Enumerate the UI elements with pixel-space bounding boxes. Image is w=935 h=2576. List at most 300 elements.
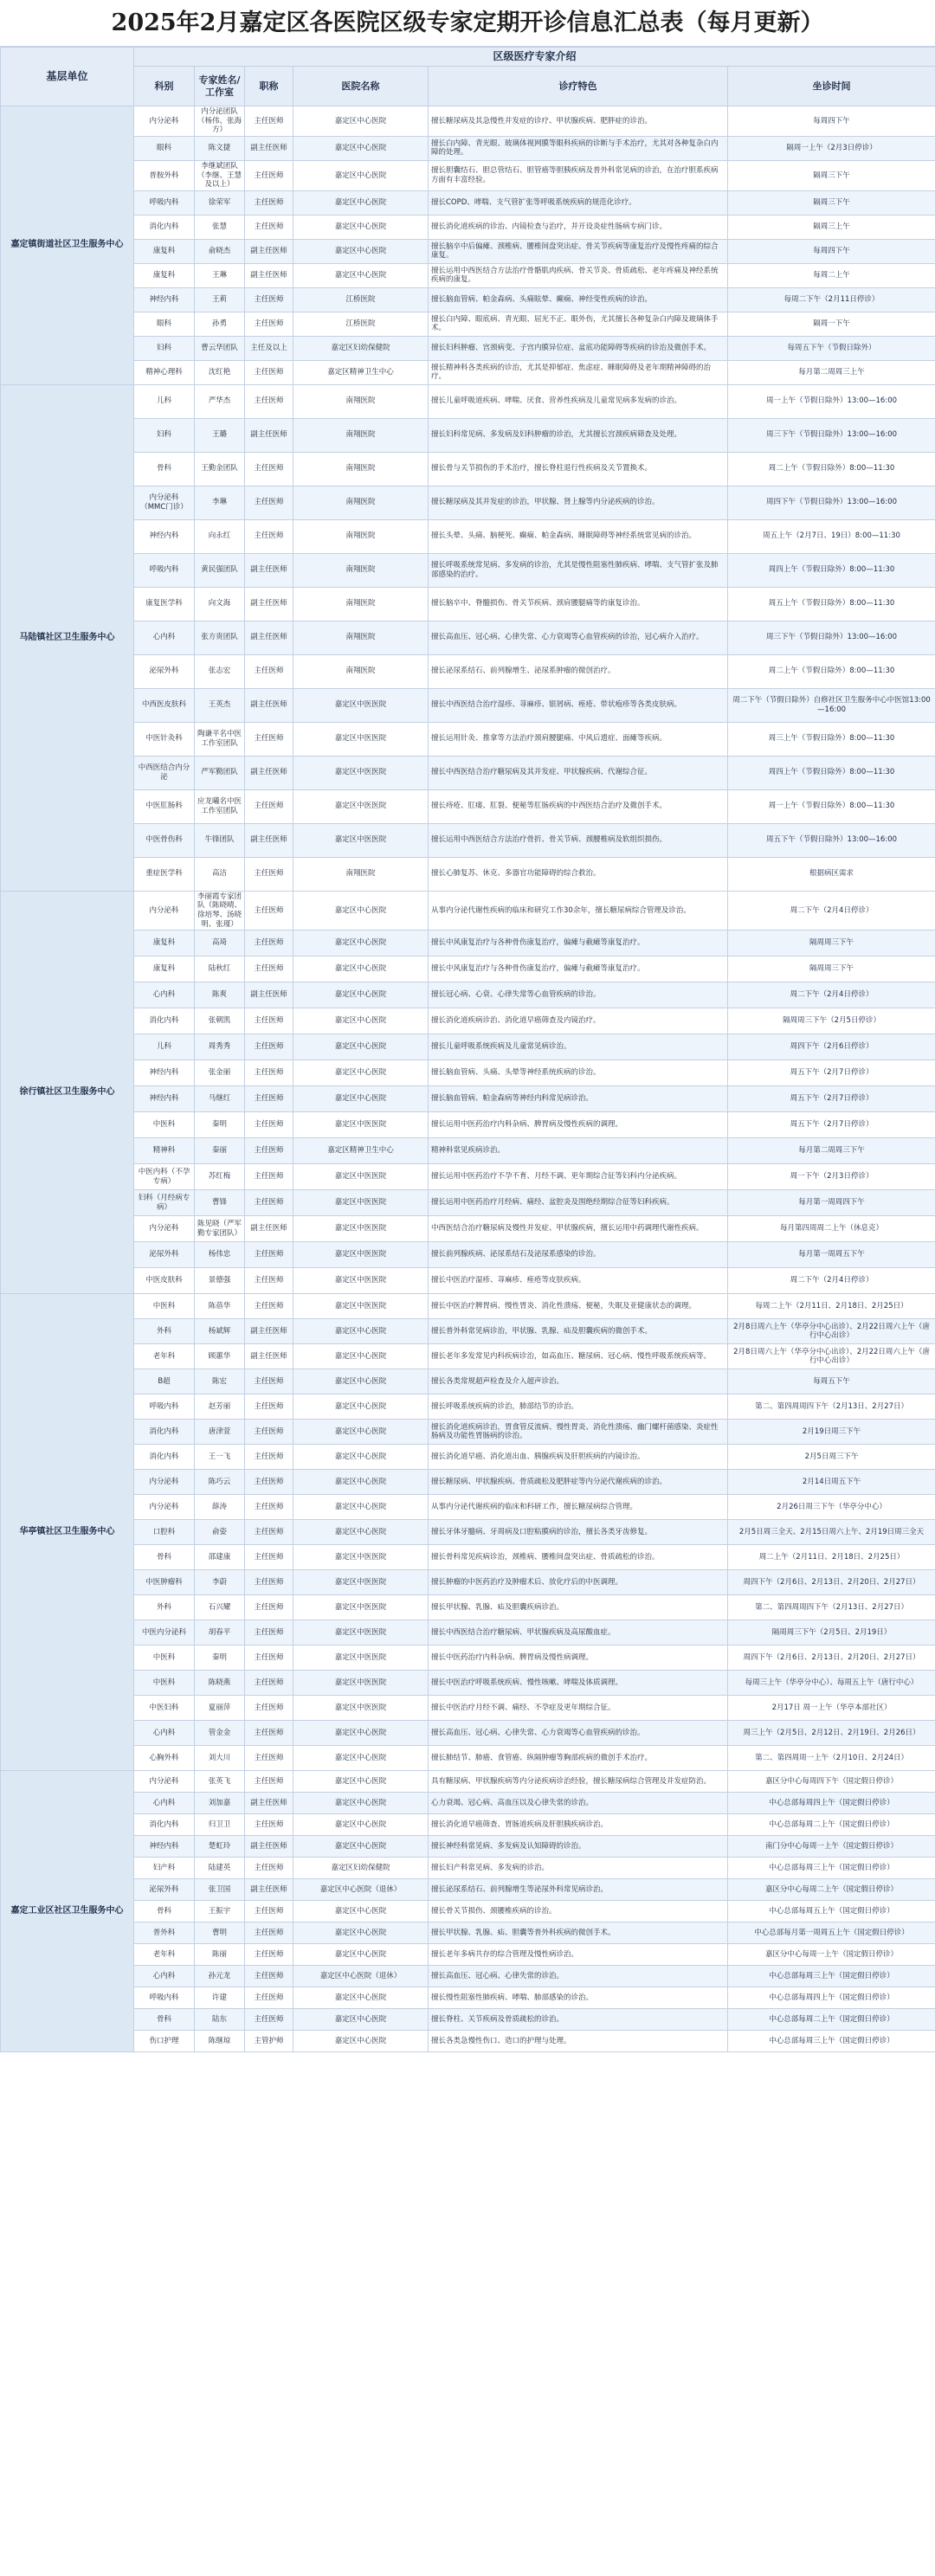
cell-hospital: 嘉定区中医医院 [293, 1595, 429, 1620]
cell-time: 中心总部每周三上午（国定假日停诊） [728, 2031, 935, 2052]
table-row [1, 1987, 935, 2009]
header-specialty: 诊疗特色 [429, 67, 728, 106]
cell-time: 隔周周三下午（2月5日停诊） [728, 1008, 935, 1034]
cell-time: 隔周三下午 [728, 190, 935, 215]
schedule-body [1, 106, 935, 2052]
cell-time: 根据病区需求 [728, 857, 935, 891]
cell-rank: 副主任医师 [245, 1319, 293, 1344]
cell-expert: 秦明 [195, 1645, 245, 1671]
cell-expert: 杨伟忠 [195, 1242, 245, 1268]
cell-time: 周一上午（节假日除外）8:00—11:30 [728, 789, 935, 823]
cell-expert: 内分泌团队（杨伟、张海方） [195, 106, 245, 137]
table-row [1, 956, 935, 982]
cell-rank: 主任医师 [245, 1445, 293, 1470]
cell-hospital: 嘉定区中医医院 [293, 823, 429, 857]
cell-specialty: 擅长甲状腺、乳腺、疝、胆囊等普外科疾病的微创手术。 [429, 1922, 728, 1944]
unit-name: 嘉定工业区社区卫生服务中心 [1, 1771, 134, 2052]
table-row [1, 1086, 935, 1112]
table-row [1, 1793, 935, 1814]
cell-rank: 主任医师 [245, 654, 293, 688]
cell-specialty: 擅长高血压、冠心病、心律失常、心力衰竭等心血管疾病的诊治。 [429, 1721, 728, 1746]
cell-rank: 主任医师 [245, 360, 293, 384]
cell-expert: 管金金 [195, 1721, 245, 1746]
cell-specialty: 擅长慢性阻塞性肺疾病、哮喘、肺部感染的诊治。 [429, 1987, 728, 2009]
cell-dept: 中医针灸科 [134, 722, 195, 756]
cell-time: 每月第二周周三上午 [728, 360, 935, 384]
cell-rank: 主任医师 [245, 160, 293, 190]
cell-specialty: 擅长高血压、冠心病、心律失常、心力衰竭等心血管疾病的诊治，冠心病介入治疗。 [429, 621, 728, 654]
cell-specialty: 擅长消化道早癌、消化道出血、胰腺疾病及肝胆疾病的内镜诊治。 [429, 1445, 728, 1470]
cell-expert: 李蔚 [195, 1570, 245, 1595]
cell-hospital: 嘉定区精神卫生中心 [293, 1138, 429, 1164]
cell-time: 周二上午（2月11日、2月18日、2月25日） [728, 1545, 935, 1570]
table-row [1, 1570, 935, 1595]
cell-hospital: 嘉定区中心医院 [293, 2031, 429, 2052]
cell-dept: 骨科 [134, 1545, 195, 1570]
cell-expert: 薛涛 [195, 1495, 245, 1520]
cell-specialty: 擅长中医治疗呼吸系统疾病、慢性咳嗽、哮喘及体质调理。 [429, 1671, 728, 1696]
cell-rank: 主任医师 [245, 1721, 293, 1746]
cell-expert: 张方贵团队 [195, 621, 245, 654]
cell-dept: 消化内科 [134, 1445, 195, 1470]
cell-rank: 副主任医师 [245, 587, 293, 621]
cell-specialty: 擅长糖尿病、甲状腺疾病、骨质疏松及肥胖症等内分泌代谢疾病的诊治。 [429, 1470, 728, 1495]
table-row [1, 1944, 935, 1966]
table-row [1, 1721, 935, 1746]
table-row [1, 931, 935, 956]
cell-dept: 神经内科 [134, 1836, 195, 1858]
header-unit: 基层单位 [1, 48, 134, 106]
cell-rank: 主管护师 [245, 2031, 293, 2052]
cell-time: 周四上午（节假日除外）8:00—11:30 [728, 553, 935, 587]
cell-time: 中心总部每周二上午（国定假日停诊） [728, 2009, 935, 2031]
cell-specialty: 擅长运用中西医结合方法治疗骨骼肌肉疾病、骨关节炎、骨质疏松、老年疼痛及神经系统疾病的康复。 [429, 263, 728, 287]
cell-specialty: 擅长运用中西医结合方法治疗骨折、骨关节病、颈腰椎病及软组织损伤。 [429, 823, 728, 857]
cell-dept: 心内科 [134, 1966, 195, 1987]
table-row [1, 1620, 935, 1645]
cell-expert: 陈蓓华 [195, 1294, 245, 1319]
table-row [1, 384, 935, 418]
cell-expert: 张志宏 [195, 654, 245, 688]
cell-hospital: 嘉定区中医医院 [293, 789, 429, 823]
cell-hospital: 嘉定区中心医院 [293, 1470, 429, 1495]
cell-specialty: 擅长中风康复治疗与各种骨伤康复治疗，偏瘫与截瘫等康复治疗。 [429, 956, 728, 982]
cell-rank: 主任医师 [245, 1696, 293, 1721]
cell-time: 周一上午（节假日除外）13:00—16:00 [728, 384, 935, 418]
cell-rank: 主任医师 [245, 1570, 293, 1595]
cell-hospital: 嘉定区中心医院 [293, 1344, 429, 1369]
table-row [1, 1394, 935, 1420]
cell-expert: 张慧 [195, 215, 245, 239]
cell-time: 周五上午（2月7日、19日）8:00—11:30 [728, 519, 935, 553]
cell-rank: 主任医师 [245, 1086, 293, 1112]
table-row [1, 621, 935, 654]
cell-rank: 主任医师 [245, 1901, 293, 1922]
table-row [1, 287, 935, 312]
cell-dept: 普外科 [134, 1922, 195, 1944]
table-row [1, 1879, 935, 1901]
cell-dept: 普胺外科 [134, 160, 195, 190]
cell-specialty: 从事内分泌代谢性疾病的临床和研究工作30余年，擅长糖尿病综合管理及诊治。 [429, 891, 728, 931]
cell-specialty: 擅长脑血管病、头痛、头晕等神经系统疾病的诊治。 [429, 1060, 728, 1086]
cell-dept: 儿科 [134, 1034, 195, 1060]
cell-dept: 康复科 [134, 956, 195, 982]
cell-time: 2月17日 周一上午（华亭本部社区） [728, 1696, 935, 1721]
cell-expert: 张朝凯 [195, 1008, 245, 1034]
cell-rank: 主任医师 [245, 1138, 293, 1164]
cell-specialty: 擅长脑血管病、帕金森病、头痛眩晕、癫痫、神经变性疾病的诊治。 [429, 287, 728, 312]
cell-hospital: 嘉定区中心医院 [293, 1721, 429, 1746]
cell-rank: 副主任医师 [245, 239, 293, 263]
cell-hospital: 嘉定区中心医院 [293, 160, 429, 190]
cell-rank: 主任医师 [245, 956, 293, 982]
cell-specialty: 擅长消化道早癌筛查、胃肠道疾病及肝胆胰疾病诊治。 [429, 1814, 728, 1836]
cell-specialty: 擅长消化道疾病诊治、消化道早癌筛查及内镜治疗。 [429, 1008, 728, 1034]
cell-hospital: 嘉定区中医医院 [293, 1268, 429, 1294]
cell-time: 隔周周三下午（2月5日、2月19日） [728, 1620, 935, 1645]
header-dept: 科别 [134, 67, 195, 106]
cell-dept: 重症医学科 [134, 857, 195, 891]
cell-time: 中心总部每周三上午（国定假日停诊） [728, 1966, 935, 1987]
cell-expert: 杨斌辉 [195, 1319, 245, 1344]
cell-expert: 应龙曦名中医工作室团队 [195, 789, 245, 823]
cell-expert: 张英飞 [195, 1771, 245, 1793]
cell-specialty: 擅长泌尿系结石、前列腺增生、泌尿系肿瘤的微创治疗。 [429, 654, 728, 688]
cell-hospital: 嘉定区中心医院 [293, 1901, 429, 1922]
cell-expert: 徐荣军 [195, 190, 245, 215]
table-row [1, 263, 935, 287]
cell-expert: 陈晓燕 [195, 1671, 245, 1696]
cell-hospital: 嘉定区中心医院 [293, 1746, 429, 1771]
cell-time: 周二下午（2月4日停诊） [728, 982, 935, 1008]
table-row [1, 1746, 935, 1771]
cell-dept: 泌尿外科 [134, 1242, 195, 1268]
cell-rank: 主任医师 [245, 1620, 293, 1645]
cell-expert: 俞姿 [195, 1520, 245, 1545]
cell-hospital: 嘉定区中心医院 [293, 1060, 429, 1086]
cell-expert: 陈继琼 [195, 2031, 245, 2052]
table-row [1, 1520, 935, 1545]
cell-hospital: 嘉定区中心医院 [293, 106, 429, 137]
cell-specialty: 擅长牙体牙髓病、牙周病及口腔粘膜病的诊治，擅长各类牙齿修复。 [429, 1520, 728, 1545]
cell-specialty: 精神科常见疾病诊治。 [429, 1138, 728, 1164]
cell-specialty: 擅长中医治疗湿疹、荨麻疹、痤疮等皮肤疾病。 [429, 1268, 728, 1294]
cell-expert: 严华杰 [195, 384, 245, 418]
cell-expert: 曹锋 [195, 1190, 245, 1216]
cell-expert: 牛锋团队 [195, 823, 245, 857]
cell-rank: 主任医师 [245, 1520, 293, 1545]
cell-hospital: 嘉定区中医医院 [293, 1570, 429, 1595]
cell-dept: 中医妇科 [134, 1696, 195, 1721]
cell-hospital: 嘉定区中心医院 [293, 2009, 429, 2031]
schedule-table [0, 47, 935, 2052]
cell-expert: 陈巧云 [195, 1470, 245, 1495]
cell-time: 每周二下午（2月11日停诊） [728, 287, 935, 312]
cell-rank: 主任医师 [245, 215, 293, 239]
cell-expert: 苏红梅 [195, 1164, 245, 1190]
cell-hospital: 南翔医院 [293, 452, 429, 486]
cell-hospital: 嘉定区中心医院 [293, 190, 429, 215]
cell-specialty: 擅长消化道疾病的诊治、内镜检查与治疗，并开设炎症性肠病专病门诊。 [429, 215, 728, 239]
cell-dept: 妇科 [134, 336, 195, 360]
cell-hospital: 南翔医院 [293, 519, 429, 553]
cell-time: 南门分中心每周一上午（国定假日停诊） [728, 1836, 935, 1858]
cell-dept: 中医科 [134, 1112, 195, 1138]
table-row [1, 789, 935, 823]
cell-specialty: 擅长儿童呼吸系统疾病及儿童常见病诊治。 [429, 1034, 728, 1060]
cell-hospital: 江桥医院 [293, 312, 429, 336]
table-row [1, 136, 935, 160]
cell-dept: 消化内科 [134, 1814, 195, 1836]
cell-rank: 主任医师 [245, 452, 293, 486]
cell-specialty: 擅长脊柱、关节疾病及骨质疏松的诊治。 [429, 2009, 728, 2031]
unit-name: 马陆镇社区卫生服务中心 [1, 384, 134, 891]
cell-rank: 副主任医师 [245, 756, 293, 789]
cell-expert: 陈见晓（严军勤专家团队） [195, 1216, 245, 1242]
cell-specialty: 擅长白内障、眼底病、青光眼、屈光不正、眼外伤，尤其擅长各种复杂白内障及玻璃体手术。 [429, 312, 728, 336]
cell-expert: 刘加嘉 [195, 1793, 245, 1814]
cell-time: 周一下午（2月3日停诊） [728, 1164, 935, 1190]
cell-rank: 副主任医师 [245, 1879, 293, 1901]
cell-dept: 神经内科 [134, 1086, 195, 1112]
cell-expert: 严军勤团队 [195, 756, 245, 789]
table-row [1, 452, 935, 486]
cell-hospital: 嘉定区中心医院 [293, 1495, 429, 1520]
cell-hospital: 嘉定区中心医院 [293, 263, 429, 287]
cell-dept: 康复科 [134, 239, 195, 263]
cell-specialty: 擅长肿瘤的中医药治疗及肿瘤术后、放化疗后的中医调理。 [429, 1570, 728, 1595]
cell-expert: 黄民强团队 [195, 553, 245, 587]
cell-rank: 主任医师 [245, 1746, 293, 1771]
cell-time: 每周五下午 [728, 1369, 935, 1394]
cell-hospital: 嘉定区中医医院 [293, 1164, 429, 1190]
cell-specialty: 擅长脑卒中、脊髓损伤、骨关节疾病、颈肩腰腿痛等的康复诊治。 [429, 587, 728, 621]
cell-dept: 内分泌科 [134, 1771, 195, 1793]
table-row [1, 1814, 935, 1836]
cell-rank: 主任医师 [245, 287, 293, 312]
cell-hospital: 嘉定区妇幼保健院 [293, 1858, 429, 1879]
cell-dept: 内分泌科 [134, 891, 195, 931]
cell-time: 周三下午（节假日除外）13:00—16:00 [728, 621, 935, 654]
cell-hospital: 嘉定区中医医院 [293, 1112, 429, 1138]
table-row [1, 688, 935, 722]
cell-specialty: 擅长儿童呼吸道疾病、哮喘、厌食、营养性疾病及儿童常见病多发病的诊治。 [429, 384, 728, 418]
cell-dept: 内分泌科 [134, 106, 195, 137]
page-title: 2025年2月嘉定区各医院区级专家定期开诊信息汇总表（每月更新） [0, 0, 935, 47]
cell-time: 第二、第四周周四下午（2月13日、2月27日） [728, 1595, 935, 1620]
cell-expert: 秦明 [195, 1112, 245, 1138]
cell-dept: 中医骨伤科 [134, 823, 195, 857]
cell-rank: 主任医师 [245, 1112, 293, 1138]
cell-rank: 主任医师 [245, 1814, 293, 1836]
cell-rank: 主任医师 [245, 1595, 293, 1620]
cell-dept: 内分泌科 [134, 1495, 195, 1520]
cell-hospital: 嘉定区中心医院 [293, 1987, 429, 2009]
cell-rank: 主任医师 [245, 1394, 293, 1420]
cell-dept: 呼吸内科 [134, 190, 195, 215]
cell-rank: 主任医师 [245, 1242, 293, 1268]
cell-rank: 主任医师 [245, 1922, 293, 1944]
cell-expert: 秦丽 [195, 1138, 245, 1164]
table-row [1, 519, 935, 553]
cell-rank: 副主任医师 [245, 263, 293, 287]
table-row [1, 312, 935, 336]
cell-rank: 主任医师 [245, 1369, 293, 1394]
cell-specialty: 擅长运用中医药治疗内科杂病、脾胃病及慢性疾病的调理。 [429, 1112, 728, 1138]
cell-expert: 陈宏 [195, 1369, 245, 1394]
cell-time: 周四下午（2月6日停诊） [728, 1034, 935, 1060]
table-row [1, 418, 935, 452]
table-row [1, 891, 935, 931]
cell-dept: 中医皮肤科 [134, 1268, 195, 1294]
cell-specialty: 擅长消化道疾病诊治，胃食管反流病、慢性胃炎、消化性溃疡、幽门螺杆菌感染、炎症性肠病及功能性胃肠病的诊治。 [429, 1420, 728, 1445]
cell-dept: 老年科 [134, 1944, 195, 1966]
table-row [1, 1268, 935, 1294]
cell-time: 周五下午（2月7日停诊） [728, 1060, 935, 1086]
header-hospital: 医院名称 [293, 67, 429, 106]
cell-time: 2月5日周三下午 [728, 1445, 935, 1470]
cell-time: 中心总部每月第一周周五上午（国定假日停诊） [728, 1922, 935, 1944]
unit-name: 华亭镇社区卫生服务中心 [1, 1294, 134, 1771]
table-row [1, 1034, 935, 1060]
cell-expert: 许建 [195, 1987, 245, 2009]
cell-hospital: 嘉定区中心医院 [293, 1814, 429, 1836]
cell-time: 嘉区分中心每周一上午（国定假日停诊） [728, 1944, 935, 1966]
cell-rank: 主任医师 [245, 1545, 293, 1570]
cell-specialty: 擅长骨与关节损伤的手术治疗，擅长脊柱退行性疾病及关节置换术。 [429, 452, 728, 486]
cell-expert: 景德强 [195, 1268, 245, 1294]
table-row [1, 1495, 935, 1520]
cell-specialty: 擅长高血压、冠心病、心律失常的诊治。 [429, 1966, 728, 1987]
cell-hospital: 嘉定区中心医院 [293, 1394, 429, 1420]
cell-dept: 康复医学科 [134, 587, 195, 621]
cell-dept: 神经内科 [134, 1060, 195, 1086]
cell-dept: 内分泌科 [134, 1216, 195, 1242]
table-row [1, 1545, 935, 1570]
cell-specialty: 擅长普外科常见病诊治，甲状腺、乳腺、疝及胆囊疾病的微创手术。 [429, 1319, 728, 1344]
cell-rank: 主任医师 [245, 1268, 293, 1294]
cell-hospital: 嘉定区中心医院 [293, 215, 429, 239]
cell-specialty: 擅长妇产科常见病、多发病的诊治。 [429, 1858, 728, 1879]
cell-expert: 王一飞 [195, 1445, 245, 1470]
cell-rank: 副主任医师 [245, 1344, 293, 1369]
cell-dept: 中医科 [134, 1645, 195, 1671]
table-row [1, 215, 935, 239]
cell-dept: B超 [134, 1369, 195, 1394]
cell-hospital: 嘉定区中医医院 [293, 1190, 429, 1216]
cell-specialty: 擅长呼吸系统疾病的诊治，肺部结节的诊治。 [429, 1394, 728, 1420]
cell-expert: 王振宇 [195, 1901, 245, 1922]
cell-specialty: 擅长肺结节、肺癌、食管癌、纵隔肿瘤等胸部疾病的微创手术治疗。 [429, 1746, 728, 1771]
cell-time: 周二下午（2月4日停诊） [728, 1268, 935, 1294]
cell-dept: 神经内科 [134, 519, 195, 553]
cell-rank: 主任医师 [245, 384, 293, 418]
cell-hospital: 嘉定区中心医院 [293, 982, 429, 1008]
cell-hospital: 南翔医院 [293, 418, 429, 452]
cell-time: 隔周一上午（2月3日停诊） [728, 136, 935, 160]
cell-hospital: 嘉定区中心医院 [293, 136, 429, 160]
table-row [1, 1671, 935, 1696]
table-row [1, 982, 935, 1008]
cell-specialty: 擅长妇科肿瘤、宫颈病变、子宫内膜异位症、盆底功能障碍等疾病的诊治及微创手术。 [429, 336, 728, 360]
cell-specialty: 擅长呼吸系统常见病、多发病的诊治，尤其是慢性阻塞性肺疾病、哮喘、支气管扩张及肺部感染的治疗。 [429, 553, 728, 587]
cell-rank: 主任医师 [245, 931, 293, 956]
cell-dept: 消化内科 [134, 1008, 195, 1034]
cell-time: 隔周一下午 [728, 312, 935, 336]
cell-expert: 王勤金团队 [195, 452, 245, 486]
cell-specialty: 擅长白内障、青光眼、玻璃体视网膜等眼科疾病的诊断与手术治疗，尤其对各种复杂白内障的处理。 [429, 136, 728, 160]
cell-dept: 中西医皮肤科 [134, 688, 195, 722]
cell-specialty: 擅长妇科常见病、多发病及妇科肿瘤的诊治，尤其擅长宫颈疾病筛查及处理。 [429, 418, 728, 452]
cell-rank: 主任医师 [245, 486, 293, 519]
cell-expert: 向永红 [195, 519, 245, 553]
cell-dept: 康复科 [134, 931, 195, 956]
cell-time: 2月8日周六上午（华亭分中心出诊）、2月22日周六上午（唐行中心出诊） [728, 1344, 935, 1369]
cell-time: 每月第四周周二上午（休息克） [728, 1216, 935, 1242]
header-expert: 专家姓名/工作室 [195, 67, 245, 106]
header-group: 区级医疗专家介绍 [134, 48, 935, 67]
cell-rank: 主任医师 [245, 1671, 293, 1696]
cell-dept: 妇科 [134, 418, 195, 452]
cell-rank: 副主任医师 [245, 688, 293, 722]
cell-specialty: 擅长头晕、头痛、脑梗死、癫痫、帕金森病、睡眠障碍等神经系统常见病的诊治。 [429, 519, 728, 553]
cell-expert: 高琦 [195, 931, 245, 956]
cell-hospital: 嘉定区精神卫生中心 [293, 360, 429, 384]
table-row [1, 2031, 935, 2052]
cell-rank: 主任医师 [245, 1495, 293, 1520]
cell-hospital: 南翔医院 [293, 486, 429, 519]
cell-time: 周二上午（节假日除外）8:00—11:30 [728, 452, 935, 486]
header-time: 坐诊时间 [728, 67, 935, 106]
table-row [1, 1420, 935, 1445]
table-row [1, 553, 935, 587]
cell-rank: 副主任医师 [245, 621, 293, 654]
table-row [1, 857, 935, 891]
cell-specialty: 擅长甲状腺、乳腺、疝及胆囊疾病诊治。 [429, 1595, 728, 1620]
cell-expert: 楚虹玲 [195, 1836, 245, 1858]
cell-hospital: 嘉定区中心医院 [293, 1771, 429, 1793]
cell-specialty: 擅长中西医结合治疗糖尿病、甲状腺疾病及高尿酸血症。 [429, 1620, 728, 1645]
cell-expert: 曹明 [195, 1922, 245, 1944]
cell-expert: 赵芳丽 [195, 1394, 245, 1420]
cell-dept: 眼科 [134, 136, 195, 160]
cell-expert: 张金丽 [195, 1060, 245, 1086]
cell-time: 隔周三下午 [728, 160, 935, 190]
cell-dept: 骨科 [134, 1901, 195, 1922]
cell-hospital: 嘉定区中心医院 [293, 1793, 429, 1814]
cell-rank: 主任医师 [245, 1470, 293, 1495]
table-row [1, 1164, 935, 1190]
cell-expert: 孙元龙 [195, 1966, 245, 1987]
cell-rank: 主任医师 [245, 1966, 293, 1987]
cell-specialty: 擅长泌尿系结石、前列腺增生等泌尿外科常见病诊治。 [429, 1879, 728, 1901]
cell-expert: 向文海 [195, 587, 245, 621]
cell-specialty: 擅长糖尿病及其急慢性并发症的诊疗、甲状腺疾病、肥胖症的诊治。 [429, 106, 728, 137]
cell-specialty: 擅长中风康复治疗与各种骨伤康复治疗，偏瘫与截瘫等康复治疗。 [429, 931, 728, 956]
cell-specialty: 具有糖尿病、甲状腺疾病等内分泌疾病诊治经验，擅长糖尿病综合管理及并发症防治。 [429, 1771, 728, 1793]
cell-hospital: 嘉定区中心医院 [293, 1034, 429, 1060]
cell-time: 中心总部每周四上午（国定假日停诊） [728, 1793, 935, 1814]
cell-dept: 泌尿外科 [134, 654, 195, 688]
cell-rank: 主任医师 [245, 891, 293, 931]
cell-expert: 石兴耀 [195, 1595, 245, 1620]
unit-name: 嘉定镇街道社区卫生服务中心 [1, 106, 134, 385]
table-row [1, 190, 935, 215]
cell-hospital: 嘉定区中医医院 [293, 1216, 429, 1242]
cell-expert: 陆建英 [195, 1858, 245, 1879]
cell-rank: 主任医师 [245, 722, 293, 756]
cell-dept: 中医肛肠科 [134, 789, 195, 823]
